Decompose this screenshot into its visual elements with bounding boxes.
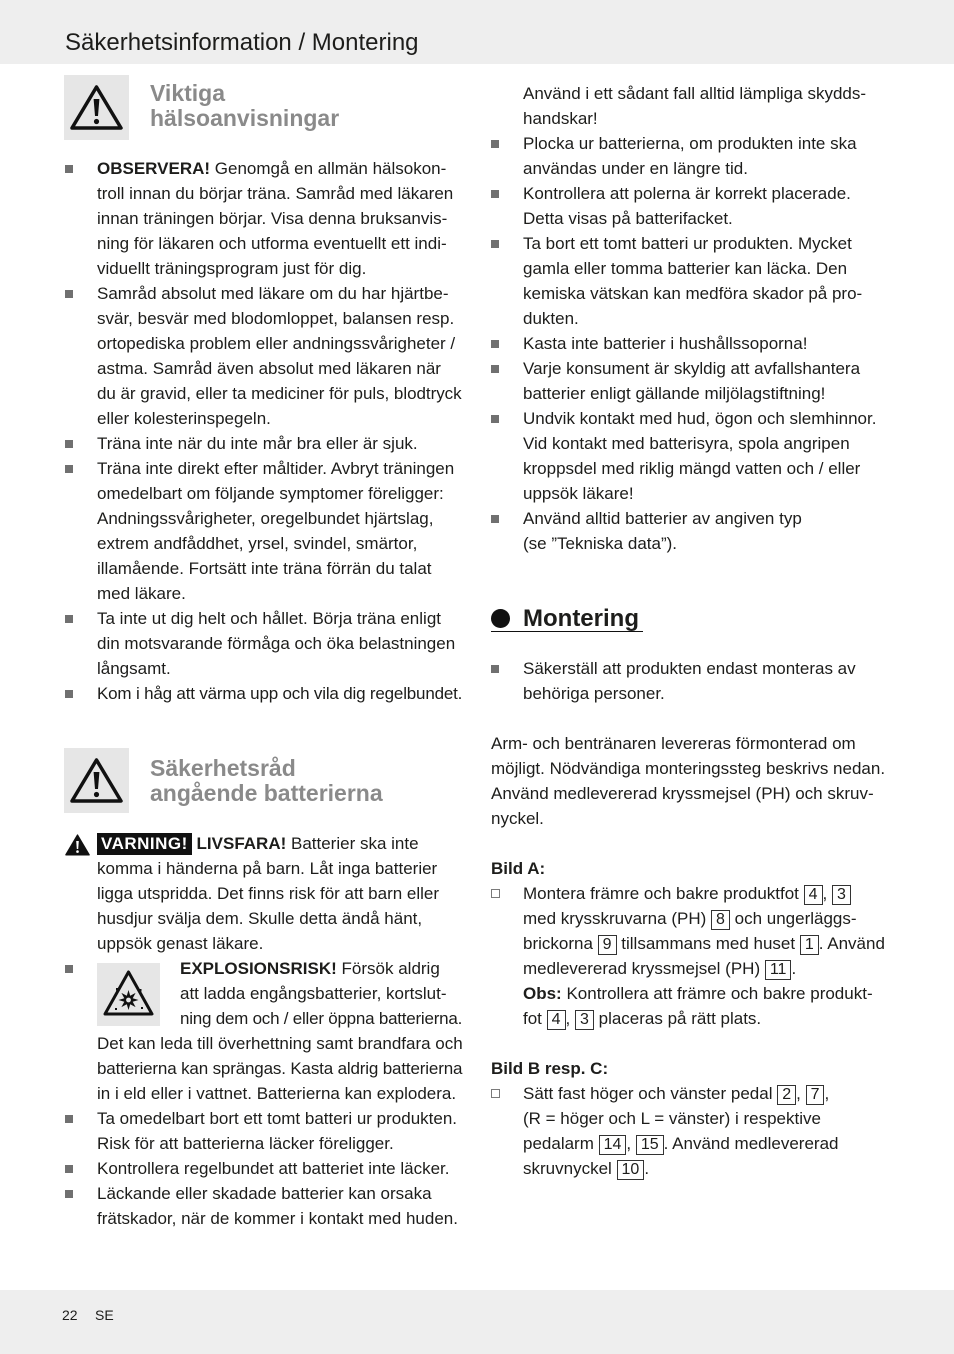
text-line: användas under en längre tid. (523, 159, 748, 178)
item-text (97, 831, 463, 956)
text-line: handskar! (523, 109, 598, 128)
item-text (97, 431, 463, 456)
health-section-heading (65, 81, 463, 131)
square-bullet-icon (65, 690, 73, 698)
text-run: , (796, 1084, 806, 1103)
part-number-box: 4 (804, 885, 823, 905)
text-run: placeras på rätt plats. (593, 1009, 762, 1028)
text-line: innan träningen börjar. Visa denna bruksanvis- (97, 209, 448, 228)
text-run: , (565, 1009, 575, 1028)
list-item (491, 231, 890, 331)
assembly-heading-underline (491, 606, 643, 632)
square-bullet-icon (491, 340, 499, 348)
warning-label: VARNING! (97, 833, 192, 855)
text-line: komma i händerna på barn. Låt inga batterier (97, 859, 438, 878)
battery-list (65, 831, 463, 1231)
item-text (523, 331, 890, 356)
text-run: brickorna (523, 934, 598, 953)
text-line: dukten. (523, 309, 579, 328)
item-text (97, 281, 463, 431)
warning-triangle-icon (64, 748, 129, 813)
part-number-box: 10 (617, 1160, 645, 1180)
text-line: Ta omedelbart bort ett tomt batteri ur produkten. (97, 1109, 458, 1128)
heading-line: Viktiga (150, 80, 225, 106)
text-run: , (626, 1134, 636, 1153)
text-line: möjligt. Nödvändiga monteringssteg beskrivs nedan. (491, 759, 886, 778)
text-run: Montera främre och bakre produktfot (523, 884, 804, 903)
item-text (97, 456, 463, 606)
text-run: Försök aldrig (336, 959, 440, 978)
list-item (491, 81, 890, 131)
item-text (97, 1156, 463, 1181)
list-item (65, 956, 463, 1106)
text-line: Plocka ur batterierna, om produkten inte ska (523, 134, 857, 153)
item-text (523, 131, 890, 181)
square-bullet-icon (65, 1190, 73, 1198)
text-line: illamående. Fortsätt inte träna förrän du talat (97, 559, 432, 578)
list-item (491, 356, 890, 406)
item-text (523, 881, 890, 1031)
text-run: pedalarm (523, 1134, 599, 1153)
bold-text: LIVSFARA! (196, 834, 287, 853)
bold-text: EXPLOSIONSRISK! (180, 959, 337, 978)
bold-text: Obs: (523, 984, 562, 1003)
square-bullet-icon (65, 290, 73, 298)
text-run: och ungerläggs- (729, 909, 857, 928)
text-run: . (791, 959, 797, 978)
page-number: 22 (62, 1307, 78, 1323)
text-line: husdjur svälja dem. Skulle detta ändå hänt, (97, 909, 423, 928)
text-run: . (644, 1159, 650, 1178)
assembly-list (491, 656, 890, 706)
text-line: astma. Samråd även absolut med läkaren när (97, 359, 441, 378)
assembly-heading: Montering (523, 605, 639, 632)
text-line: ligga utspridda. Det finns risk för att barn eller (97, 884, 440, 903)
text-run: medlevererad kryssmejsel (PH) (523, 959, 765, 978)
item-text (523, 181, 890, 231)
part-number-box: 2 (777, 1085, 796, 1105)
text-line: in i eld eller i vattnet. Batterierna kan explodera. (97, 1084, 457, 1103)
footer-band (0, 1290, 954, 1354)
square-bullet-icon (491, 365, 499, 373)
text-line: gamla eller tomma batterier kan läcka. Den (523, 259, 848, 278)
open-square-bullet-icon (491, 1089, 500, 1098)
icon-row (97, 956, 463, 1031)
text-line: svär, besvär med blodomloppet, balansen resp. (97, 309, 455, 328)
part-number-box: 14 (599, 1135, 627, 1155)
left-column (65, 81, 463, 1231)
text-line: uppsök genast läkare. (97, 934, 264, 953)
health-list (65, 156, 463, 706)
text-line: Ta inte ut dig helt och hållet. Börja träna enligt (97, 609, 441, 628)
text-line: Kom i håg att värma upp och vila dig regelbundet. (97, 684, 463, 703)
text-line: viduellt träningsprogram just för dig. (97, 259, 367, 278)
text-line: uppsök läkare! (523, 484, 634, 503)
text-line: Samråd absolut med läkare om du har hjärtbe- (97, 284, 449, 303)
square-bullet-icon (491, 665, 499, 673)
item-text (97, 1106, 463, 1156)
battery-section-heading (65, 756, 463, 806)
warning-triangle-icon (65, 834, 90, 856)
square-bullet-icon (65, 1165, 73, 1173)
figure-bc-title: Bild B resp. C: (491, 1059, 609, 1078)
item-text (523, 81, 890, 131)
text-run: . Använd medlevererad (663, 1134, 839, 1153)
bold-text: OBSERVERA! (97, 159, 211, 178)
text-run: . Använd (818, 934, 885, 953)
text-run: tillsammans med huset (616, 934, 800, 953)
text-line: troll innan du börjar träna. Samråd med läkaren (97, 184, 454, 203)
figure-a-title: Bild A: (491, 859, 546, 878)
text-line: kemiska vätskan kan medföra skador på pro- (523, 284, 863, 303)
square-bullet-icon (491, 140, 499, 148)
text-line: du är gravid, eller ta mediciner för puls, blodtryck (97, 384, 462, 403)
text-line: frätskador, när de kommer i kontakt med huden. (97, 1209, 458, 1228)
square-bullet-icon (491, 240, 499, 248)
text-line: Vid kontakt med batterisyra, spola angripen (523, 434, 850, 453)
text-line (523, 1081, 890, 1106)
text-line: Använd alltid batterier av angiven typ (523, 509, 802, 528)
item-text (97, 1181, 463, 1231)
list-item (491, 656, 890, 706)
part-number-box: 9 (598, 935, 617, 955)
square-bullet-icon (65, 965, 73, 973)
text-line: Träna inte direkt efter måltider. Avbryt träningen (97, 459, 455, 478)
text-line: behöriga personer. (523, 684, 665, 703)
list-item (65, 281, 463, 431)
part-number-box: 3 (575, 1010, 594, 1030)
square-bullet-icon (491, 515, 499, 523)
text-line (523, 906, 890, 931)
explosion-hazard-icon (97, 963, 160, 1026)
item-text (97, 956, 463, 1106)
open-square-bullet-icon (491, 889, 500, 898)
list-item (65, 681, 463, 706)
text-line (97, 831, 463, 856)
text-line (180, 956, 463, 981)
text-run: Genomgå en allmän hälsokon- (210, 159, 447, 178)
text-line (523, 1006, 890, 1031)
part-number-box: 3 (832, 885, 851, 905)
list-item (65, 456, 463, 606)
right-column (491, 81, 890, 1181)
item-text (523, 506, 890, 556)
text-line: Kasta inte batterier i hushållssoporna! (523, 334, 808, 353)
text-line: (se ”Tekniska data”). (523, 534, 677, 553)
text-line: Andningssvårigheter, oregelbundet hjärtslag, (97, 509, 434, 528)
list-item (65, 1181, 463, 1231)
text-run: , (822, 884, 832, 903)
text-run: skruvnyckel (523, 1159, 617, 1178)
language-code: SE (95, 1307, 114, 1323)
text-line (523, 956, 890, 981)
heading-line: hälsoanvisningar (150, 105, 340, 131)
item-text (97, 681, 463, 706)
text-line: nyckel. (491, 809, 544, 828)
text-run: Batterier ska inte (286, 834, 419, 853)
item-text (523, 656, 890, 706)
text-line (523, 881, 890, 906)
text-line (523, 1131, 890, 1156)
text-line: Detta visas på batterifacket. (523, 209, 733, 228)
figure-bc-steps (491, 1081, 890, 1181)
spacer (491, 1031, 890, 1056)
item-text (523, 406, 890, 506)
text-line (523, 931, 890, 956)
text-line: Kontrollera regelbundet att batteriet inte läcker. (97, 1159, 450, 1178)
item-text (523, 231, 890, 331)
assembly-intro-paragraph (491, 731, 890, 831)
list-item (491, 331, 890, 356)
part-number-box: 4 (547, 1010, 566, 1030)
text-run: , (824, 1084, 830, 1103)
heading-line: angående batterierna (150, 780, 383, 806)
figure-a-steps (491, 881, 890, 1031)
text-line: Det kan leda till överhettning samt brandfara och (97, 1034, 463, 1053)
list-item (491, 1081, 890, 1181)
text-line: Använd medlevererad kryssmejsel (PH) och skruv- (491, 784, 874, 803)
text-run: fot (523, 1009, 547, 1028)
spacer (491, 706, 890, 731)
square-bullet-icon (491, 415, 499, 423)
text-line: Träna inte när du inte mår bra eller är sjuk. (97, 434, 418, 453)
assembly-heading-row (491, 606, 890, 631)
text-line: (R = höger och L = vänster) i respektive (523, 1109, 821, 1128)
warning-triangle-icon (64, 75, 129, 140)
part-number-box: 15 (636, 1135, 664, 1155)
text-line: Kontrollera att polerna är korrekt placerade. (523, 184, 851, 203)
square-bullet-icon (65, 465, 73, 473)
text-line: kroppsdel med riklig mängd vatten och / eller (523, 459, 861, 478)
icon-side-text (180, 956, 463, 1031)
assembly-section-heading (491, 556, 890, 656)
item-text (97, 606, 463, 681)
text-line: Använd i ett sådant fall alltid lämpliga skydds- (523, 84, 867, 103)
text-line: extrem andfåddhet, yrsel, svindel, smärtor, (97, 534, 418, 553)
text-line: Undvik kontakt med hud, ögon och slemhinnor. (523, 409, 877, 428)
list-item (491, 506, 890, 556)
list-item (65, 606, 463, 681)
text-line: långsamt. (97, 659, 171, 678)
list-item (65, 431, 463, 456)
text-line: ning för läkaren och utforma eventuellt ett indi- (97, 234, 447, 253)
list-item (491, 881, 890, 1031)
text-run: Kontrollera att främre och bakre produkt- (561, 984, 873, 1003)
header-band (0, 0, 954, 64)
list-item (65, 1156, 463, 1181)
text-line: omedelbart om följande symptomer föreligger: (97, 484, 444, 503)
spacer (491, 831, 890, 856)
text-line: ning dem och / eller öppna batterierna. (180, 1009, 463, 1028)
text-line: Säkerställ att produkten endast monteras av (523, 659, 856, 678)
item-text (97, 156, 463, 281)
item-text (523, 356, 890, 406)
text-line (97, 156, 463, 181)
square-bullet-icon (491, 190, 499, 198)
text-line: ortopediska problem eller andningssvårigheter / (97, 334, 456, 353)
page-title: Säkerhetsinformation / Montering (65, 29, 419, 56)
filled-circle-icon (491, 609, 510, 628)
text-line: att ladda engångsbatterier, kortslut- (180, 984, 447, 1003)
part-number-box: 7 (806, 1085, 825, 1105)
part-number-box: 1 (800, 935, 819, 955)
text-line: Läckande eller skadade batterier kan orsaka (97, 1184, 432, 1203)
list-item (65, 1106, 463, 1156)
text-line: Ta bort ett tomt batteri ur produkten. Mycket (523, 234, 852, 253)
square-bullet-icon (65, 165, 73, 173)
square-bullet-icon (65, 440, 73, 448)
text-line (523, 1156, 890, 1181)
list-item (491, 406, 890, 506)
text-line: batterierna kan sprängas. Kasta aldrig batterierna (97, 1059, 463, 1078)
list-item (491, 131, 890, 181)
text-line: med läkare. (97, 584, 186, 603)
text-line (523, 981, 890, 1006)
text-line: batterier enligt gällande miljölagstiftning! (523, 384, 826, 403)
list-item (65, 831, 463, 956)
part-number-box: 8 (711, 910, 730, 930)
text-line: din motsvarande förmåga och öka belastningen (97, 634, 456, 653)
text-run: Sätt fast höger och vänster pedal (523, 1084, 778, 1103)
part-number-box: 11 (765, 960, 792, 980)
text-line: eller kolesterinspegeln. (97, 409, 271, 428)
heading-line: Säkerhetsråd (150, 755, 296, 781)
text-run: med krysskruvarna (PH) (523, 909, 711, 928)
square-bullet-icon (65, 615, 73, 623)
list-item (491, 181, 890, 231)
text-line: Arm- och bentränaren levereras förmonterad om (491, 734, 856, 753)
text-line: Risk för att batterierna läcker föreligger. (97, 1134, 394, 1153)
battery-list-continued (491, 81, 890, 556)
text-line: Varje konsument är skyldig att avfallshantera (523, 359, 861, 378)
item-text (523, 1081, 890, 1181)
list-item (65, 156, 463, 281)
square-bullet-icon (65, 1115, 73, 1123)
